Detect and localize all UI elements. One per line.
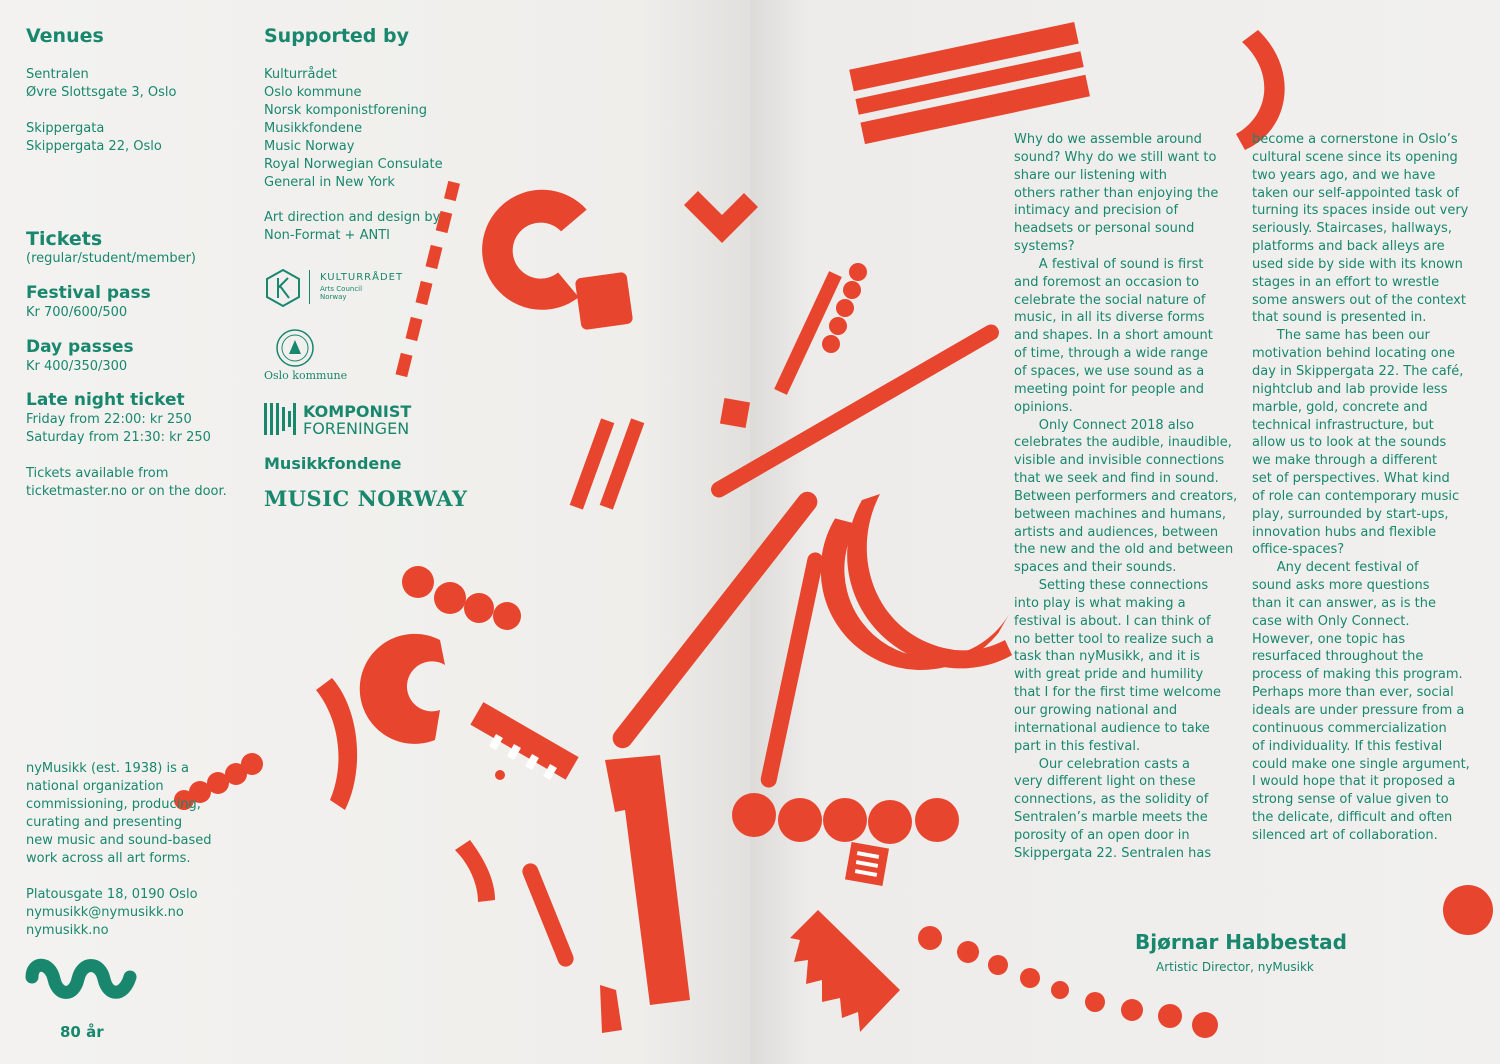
- dotted-square-shape: [575, 272, 634, 331]
- anniversary-label: 80 år: [60, 1023, 104, 1041]
- big-circle-row-shape: [732, 793, 959, 844]
- contact-info: Platousgate 18, 0190 Oslo nymusikk@nymusikk.no nymusikk.no: [26, 887, 198, 938]
- window-bar-shape: [470, 702, 578, 780]
- day-passes-label: Day passes: [26, 337, 134, 357]
- chevron-shape: [684, 191, 758, 243]
- supported-heading: Supported by: [264, 25, 410, 47]
- supporters-list: Kulturrådet Oslo kommune Norsk komponistforening Musikkfondene Music Norway Royal Norwegian Consulate General in New York: [264, 67, 443, 190]
- venue-1-name: Sentralen: [26, 67, 89, 82]
- circle-row-shape: [402, 566, 521, 630]
- komponist-logo-line1: KOMPONIST: [303, 402, 412, 421]
- nymusikk-logo-icon: [24, 955, 142, 1017]
- late-night-label: Late night ticket: [26, 390, 185, 410]
- small-square-shape: [720, 398, 750, 428]
- music-norway-logo: MUSIC NORWAY: [264, 486, 468, 511]
- short-diagonal-bar: [520, 861, 576, 969]
- long-diagonal-bar: [708, 322, 1002, 501]
- numeral-one-shape: [605, 755, 690, 1005]
- design-credits: Art direction and design by Non-Format + ANTI: [264, 210, 441, 243]
- scalloped-bar-shape: [774, 263, 867, 395]
- komponist-logo-icon: [264, 403, 296, 435]
- oslo-logo-text: Oslo kommune: [264, 369, 348, 382]
- festival-pass-label: Festival pass: [26, 283, 151, 303]
- essay-column-1: Why do we assemble around sound? Why do we still want to share our listening with others rather than enjoying the intimacy and precision of headsets or personal sound systems? A festival of sound is first and foremost an occasion to celebrate the social nature of music, in all its diverse forms and shapes. In a short amount of time, through a wide range of spaces, we use sound as a meeting point for people and opinions. Only Connect 2018 also celebrates the audible, inaudible, visible and invisible connections that we seek and find in sound. Between performers and creators, between machines and humans, artists and audiences, between the new and the old and between spaces and their sounds. Setting these connections into play is what making a festival is about. I can think of no better tool to realize such a task than nyMusikk, and it is with great pride and humility that I for the first time welcome our growing national and international audience to take part in this festival. Our celebration casts a very different light on these connections, as the solidity of Sentralen’s marble meets the porosity of an open door in Skippergata 22. Sentralen has: [1014, 132, 1238, 861]
- festival-pass-price: Kr 700/600/500: [26, 305, 128, 320]
- kulturradet-logo-sub2: Norway: [320, 293, 347, 301]
- kulturradet-logo-name: KULTURRÅDET: [320, 272, 404, 283]
- venues-heading: Venues: [26, 25, 104, 47]
- author-name: Bjørnar Habbestad: [1135, 930, 1347, 954]
- corner-shape: [600, 985, 622, 1033]
- komponist-logo-line2: FORENINGEN: [303, 419, 410, 438]
- kulturradet-logo-icon: [263, 268, 303, 308]
- logo-divider: [309, 270, 310, 304]
- zigzag-triangle-shape: [790, 910, 900, 1032]
- tickets-availability: Tickets available from ticketmaster.no or on the door.: [26, 466, 227, 499]
- day-passes-price: Kr 400/350/300: [26, 359, 128, 374]
- vertical-slanted-bar: [759, 551, 825, 789]
- tickets-subheading: (regular/student/member): [26, 251, 196, 266]
- essay-column-2: become a cornerstone in Oslo’s cultural scene since its opening two years ago, and we have taken our self-appointed task of turning its spaces inside out very seriously. Staircases, hallways, platforms and back alleys are used side by side with its known stages in an effort to wrestle some answers out of the context that sound is presented in. The same has been our motivation behind locating one day in Skippergata 22. The café, nightclub and lab provide less marble, gold, concrete and technical infrastructure, but allow us to look at the sounds we make through a different set of perspectives. What kind of role can contemporary music play, surrounded by start-ups, innovation hubs and flexible office-spaces? Any decent festival of sound asks more questions than it can answer, as is the case with Only Connect. However, one topic has resurfaced throughout the process of making this program. Perhaps more than ever, social ideals are under pressure from a continuous commercialization of individuality. If this festival could make one single argument, I would hope that it proposed a strong sense of value given to the delicate, difficult and often silenced art of collaboration.: [1252, 132, 1470, 843]
- oslo-seal-icon: [275, 328, 315, 368]
- late-night-saturday: Saturday from 21:30: kr 250: [26, 430, 211, 445]
- left-arc-shape: [316, 678, 357, 810]
- large-dot-shape: [1443, 885, 1493, 935]
- half-disk-shape: [360, 634, 445, 744]
- late-night-friday: Friday from 22:00: kr 250: [26, 412, 192, 427]
- kulturradet-logo-sub1: Arts Council: [320, 285, 363, 293]
- about-text: nyMusikk (est. 1938) is a national organization commissioning, producing, curating and presenting new music and sound-based work across all art forms.: [26, 761, 212, 866]
- venue-1-address: Øvre Slottsgate 3, Oslo: [26, 85, 177, 100]
- venue-2-name: Skippergata: [26, 121, 105, 136]
- short-arc-shape: [455, 840, 495, 902]
- striped-rectangle-shape: [849, 22, 1090, 144]
- author-role: Artistic Director, nyMusikk: [1156, 960, 1314, 974]
- venue-2-address: Skippergata 22, Oslo: [26, 139, 162, 154]
- musikkfondene-logo: Musikkfondene: [264, 454, 402, 473]
- tickets-heading: Tickets: [26, 228, 103, 250]
